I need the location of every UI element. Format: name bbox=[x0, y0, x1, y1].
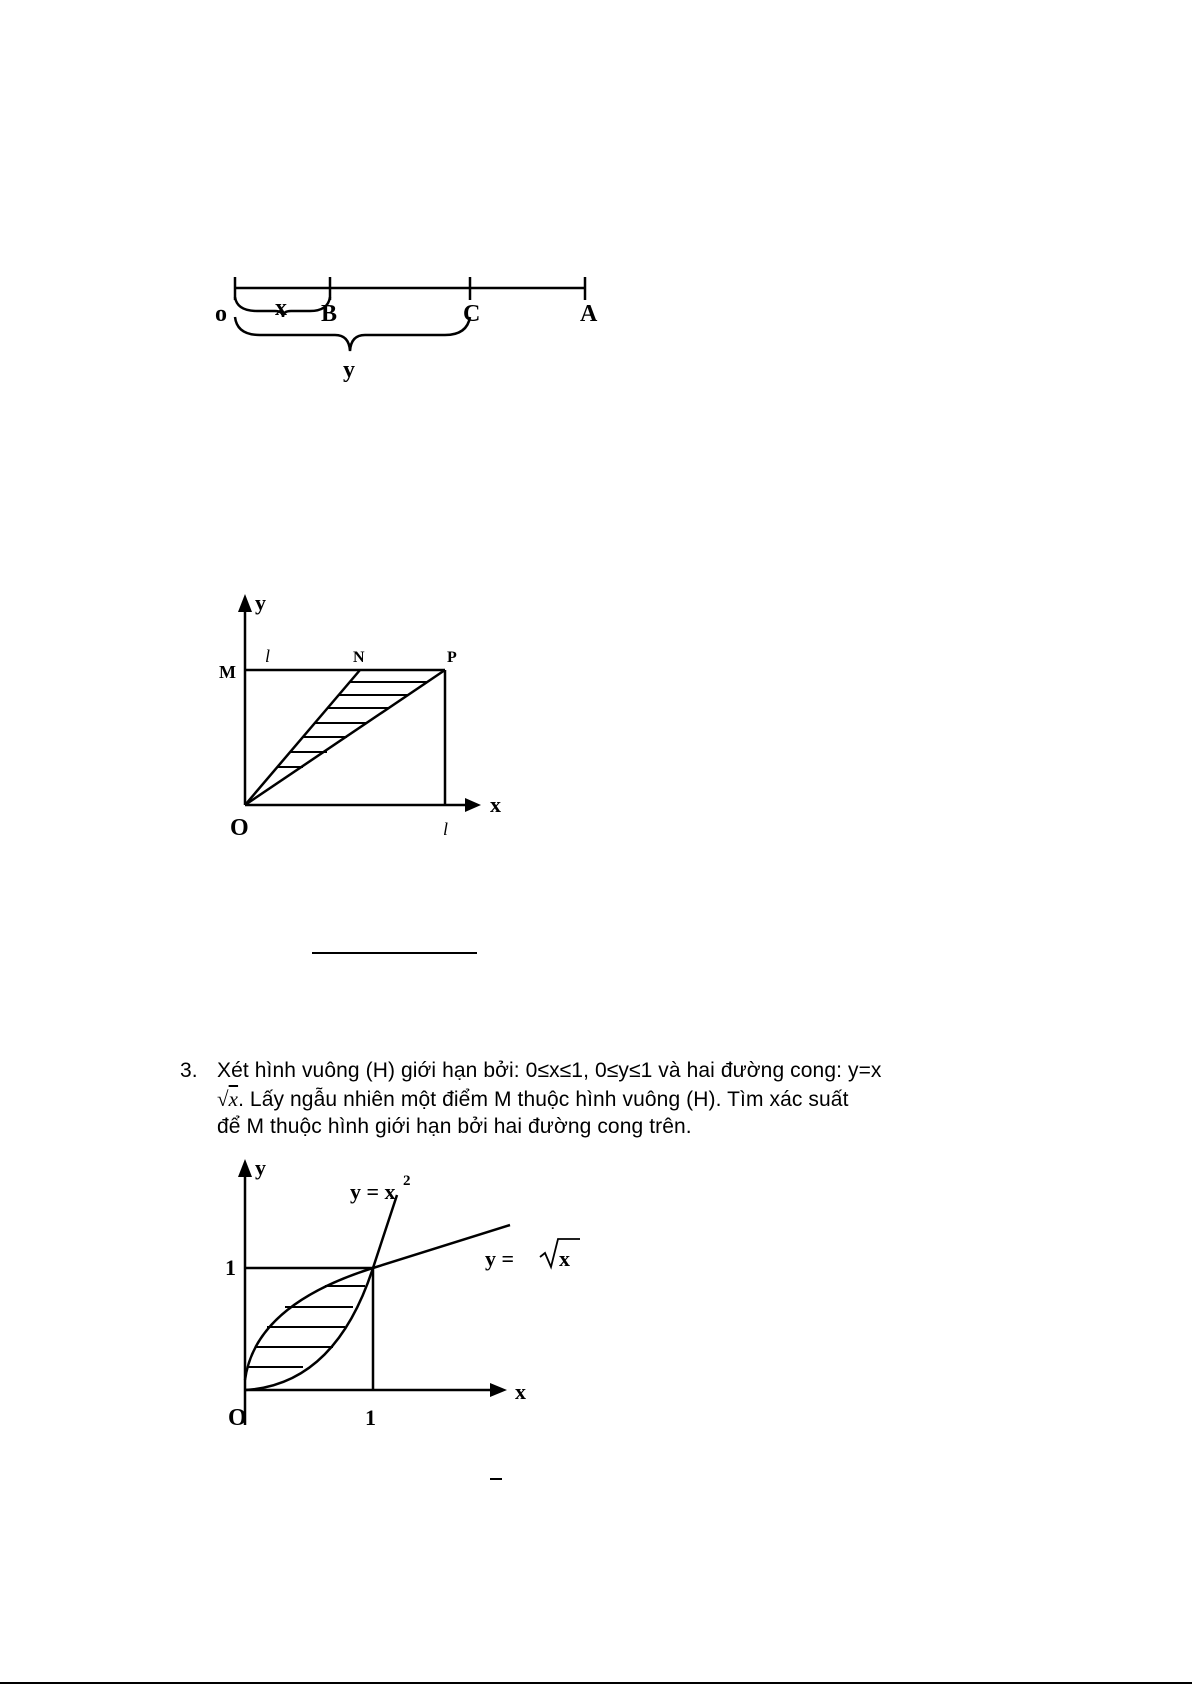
sqrt-x: √x bbox=[217, 1087, 239, 1111]
label-o: o bbox=[215, 301, 227, 327]
label-x-axis: x bbox=[490, 792, 501, 817]
svg-text:x: x bbox=[559, 1246, 570, 1271]
label-curve-2: y = bbox=[485, 1246, 515, 1271]
tiny-rule bbox=[490, 1478, 502, 1480]
label-n: N bbox=[353, 649, 365, 666]
label-x-axis: x bbox=[515, 1379, 526, 1404]
y-arrow bbox=[238, 594, 252, 612]
label-c: C bbox=[463, 301, 481, 327]
segment-diagram bbox=[205, 255, 665, 405]
label-one-x: 1 bbox=[365, 1405, 376, 1430]
label-l-bottom: l bbox=[443, 819, 449, 839]
short-rule bbox=[312, 952, 477, 954]
label-curve-1-exp: 2 bbox=[403, 1173, 411, 1189]
label-y-axis: y bbox=[255, 1155, 266, 1180]
label-one-y: 1 bbox=[225, 1255, 236, 1280]
y-arrow bbox=[238, 1159, 252, 1177]
label-o: O bbox=[228, 1405, 247, 1431]
problem-line-2: √x. Lấy ngẫu nhiên một điểm M thuộc hình vuông (H). Tìm xác suất bbox=[217, 1087, 849, 1111]
bottom-rule bbox=[0, 1682, 1192, 1684]
curve-sqrt-x bbox=[245, 1225, 510, 1380]
label-y-axis: y bbox=[255, 590, 266, 615]
curves-diagram bbox=[215, 1155, 635, 1445]
brace-y bbox=[235, 317, 470, 351]
x-arrow bbox=[490, 1383, 507, 1397]
square-triangle-diagram bbox=[215, 590, 545, 860]
label-y: y bbox=[343, 357, 355, 383]
label-b: B bbox=[321, 301, 338, 327]
label-curve-1: y = x bbox=[350, 1179, 396, 1204]
label-curve-2-sqrt bbox=[540, 1239, 580, 1271]
problem-line-3: để M thuộc hình giới hạn bởi hai đường cong trên. bbox=[217, 1115, 692, 1138]
label-l-top: l bbox=[265, 646, 271, 666]
label-o: O bbox=[230, 815, 249, 841]
label-x: x bbox=[275, 295, 287, 321]
label-m: M bbox=[219, 662, 236, 682]
label-a: A bbox=[580, 301, 598, 327]
x-arrow bbox=[465, 798, 481, 812]
label-p: P bbox=[447, 649, 457, 666]
hatching bbox=[277, 682, 427, 767]
problem-line-1: Xét hình vuông (H) giới hạn bởi: 0≤x≤1, 0≤y≤1 và hai đường cong: y=x bbox=[217, 1059, 882, 1082]
problem-number: 3. bbox=[180, 1059, 198, 1082]
